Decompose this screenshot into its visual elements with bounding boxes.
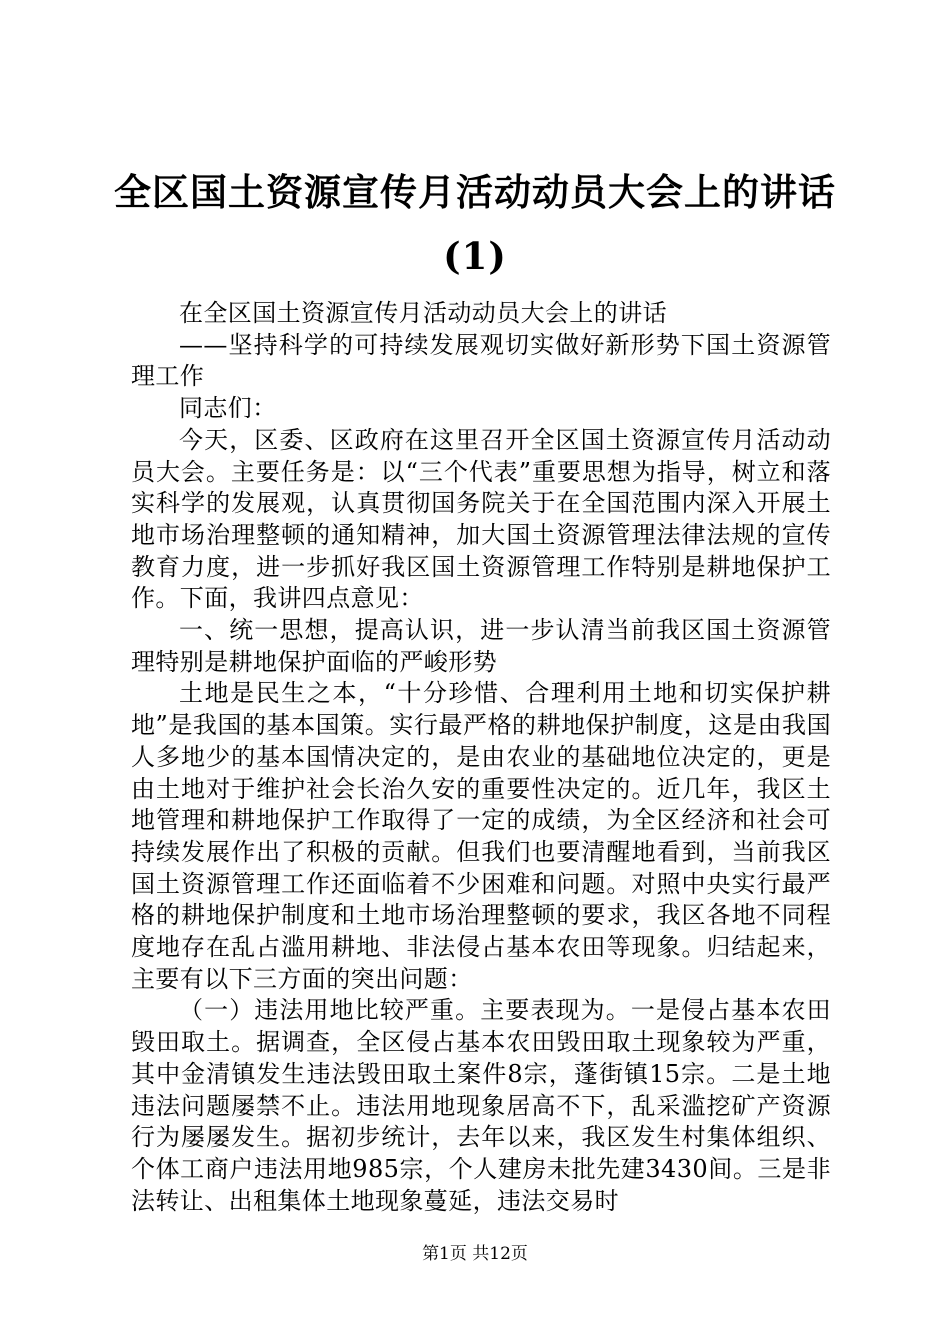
paragraph-subsection-1: （一）违法用地比较严重。主要表现为。一是侵占基本农田毁田取土。据调查，全区侵占基本农田毁田取土现象较为严重，其中金清镇发生违法毁田取土案件8宗，蓬街镇15宗。二是土地违法问题屡禁不止。违法用地现象居高不下，乱采滥挖矿产资源行为屡屡发生。据初步统计，去年以来，我区发生村集体组织、个体工商户违法用地985宗，个人建房未批先建3430间。三是非法转让、出租集体土地现象蔓延，违法交易时: [131, 996, 831, 1215]
subtitle-line-1: 在全区国土资源宣传月活动动员大会上的讲话: [179, 299, 667, 327]
document-title: 全区国土资源宣传月活动动员大会上的讲话(1): [114, 170, 836, 278]
section-heading-1: 一、统一思想，提高认识，进一步认清当前我区国土资源管理特别是耕地保护面临的严峻形势: [131, 616, 831, 676]
page-footer: 第1页 共12页: [422, 1244, 528, 1264]
salutation: 同志们：: [179, 394, 277, 423]
paragraph-land: 土地是民生之本，“十分珍惜、合理利用土地和切实保护耕地”是我国的基本国策。实行最严格的耕地保护制度，这是由我国人多地少的基本国情决定的，是由农业的基础地位决定的，更是由土地对于维护社会长治久安的重要性决定的。近几年，我区土地管理和耕地保护工作取得了一定的成绩，为全区经济和社会可持续发展作出了积极的贡献。但我们也要清醒地看到，当前我区国土资源管理工作还面临着不少困难和问题。对照中央实行最严格的耕地保护制度和土地市场治理整顿的要求，我区各地不同程度地存在乱占滥用耕地、非法侵占基本农田等现象。归结起来，主要有以下三方面的突出问题：: [131, 679, 831, 993]
paragraph-intro: 今天，区委、区政府在这里召开全区国土资源宣传月活动动员大会。主要任务是：以“三个代表”重要思想为指导，树立和落实科学的发展观，认真贯彻国务院关于在全国范围内深入开展土地市场治理整顿的通知精神，加大国土资源管理法律法规的宣传教育力度，进一步抓好我区国土资源管理工作特别是耕地保护工作。下面，我讲四点意见：: [131, 425, 831, 613]
subtitle-line-2: ——坚持科学的可持续发展观切实做好新形势下国土资源管理工作: [131, 330, 831, 391]
document-body: [131, 298, 831, 1217]
